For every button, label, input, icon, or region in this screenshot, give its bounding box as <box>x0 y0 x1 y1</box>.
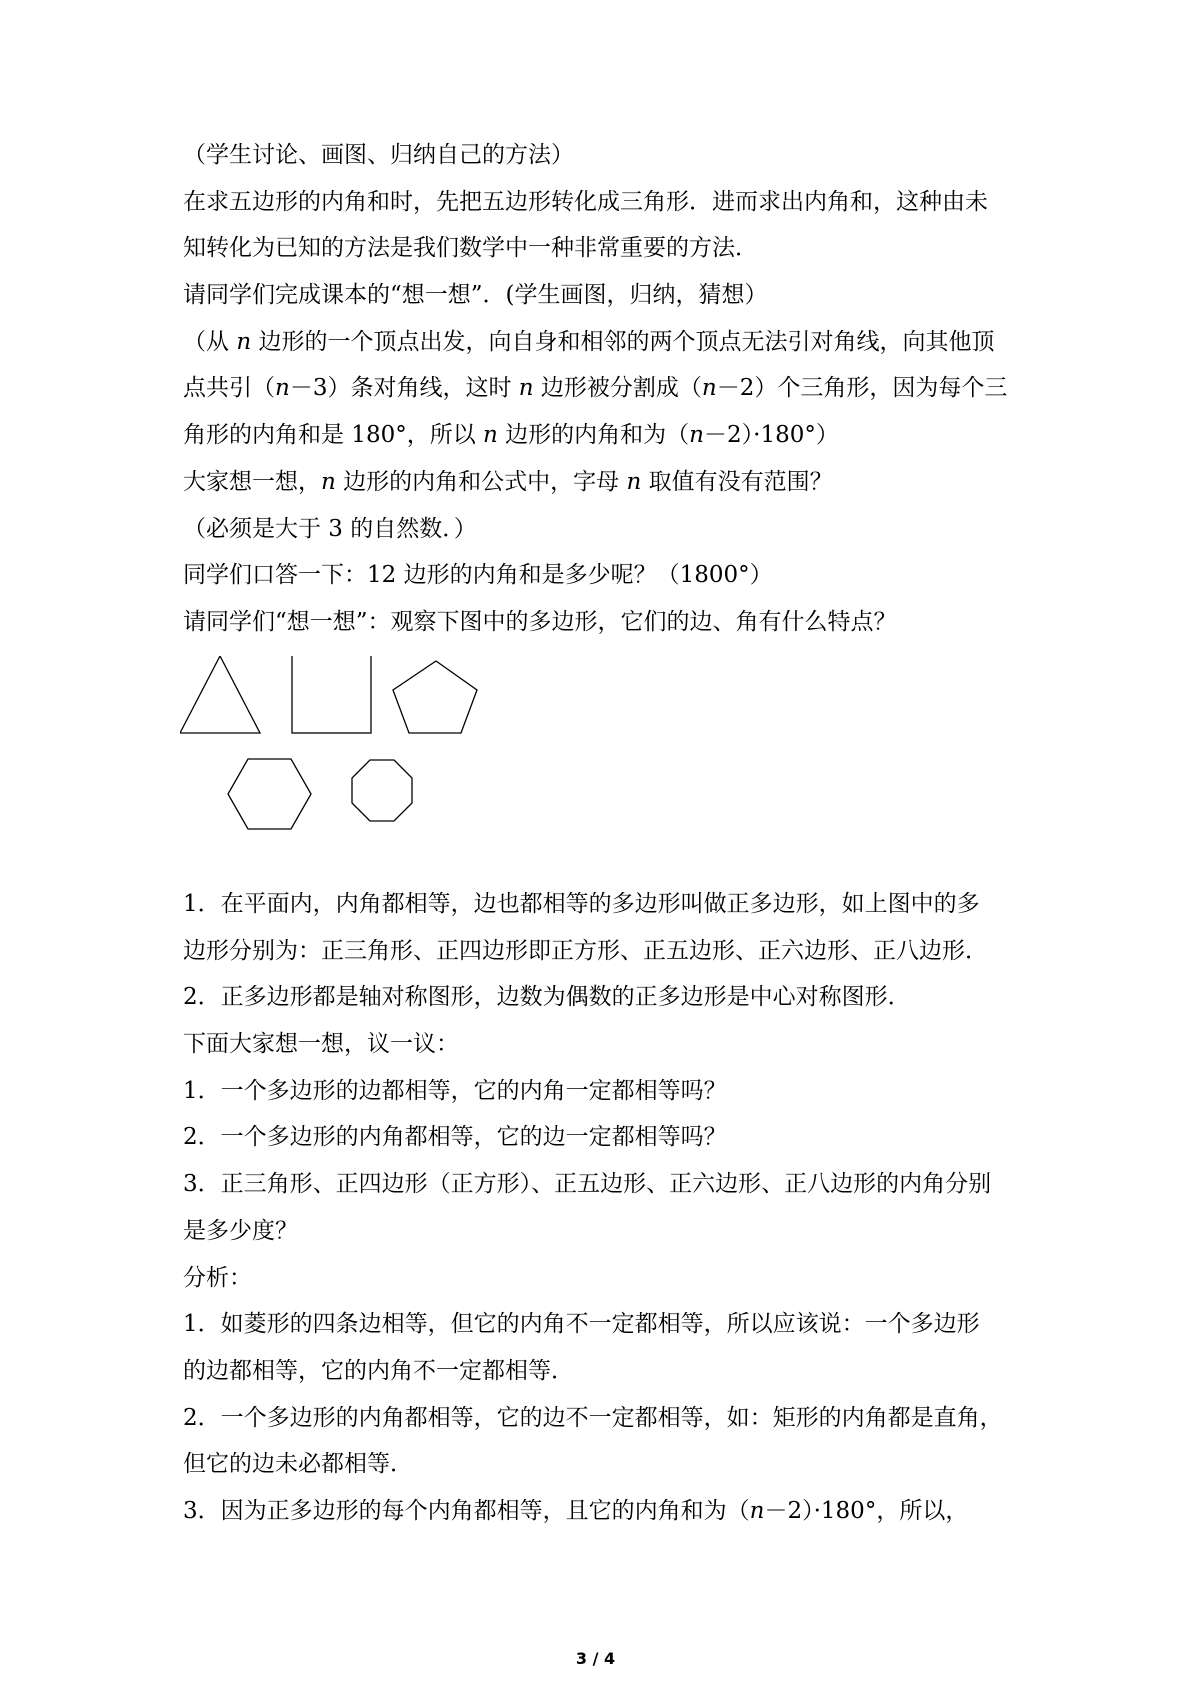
body-text-bottom <box>183 888 1023 1527</box>
triangle-shape <box>180 656 260 733</box>
page-number: 3 / 4 <box>575 1649 616 1668</box>
text-line: 在求五边形的内角和时，先把五边形转化成三角形．进而求出内角和，这种由未 <box>183 188 988 215</box>
text-line: 是多少度？ <box>183 1217 298 1244</box>
text-line: （从 n 边形的一个顶点出发，向自身和相邻的两个顶点无法引对角线，向其他顶 <box>183 328 995 355</box>
text-line: 分析： <box>183 1264 252 1291</box>
text-line: 3．正三角形、正四边形（正方形）、正五边形、正六边形、正八边形的内角分别 <box>183 1171 992 1198</box>
text-line: （必须是大于 3 的自然数．） <box>183 515 477 542</box>
body-text-top <box>183 139 1023 638</box>
text-line: 但它的边未必都相等． <box>183 1451 413 1478</box>
text-line: 1．在平面内，内角都相等，边也都相等的多边形叫做正多边形，如上图中的多 <box>183 891 980 917</box>
text-line: 1．如菱形的四条边相等，但它的内角不一定都相等，所以应该说：一个多边形 <box>183 1311 980 1338</box>
text-line: 下面大家想一想，议一议： <box>183 1031 459 1058</box>
regular-polygons-figure <box>180 656 540 866</box>
pentagon-shape <box>393 661 477 733</box>
text-line: 3．因为正多边形的每个内角都相等，且它的内角和为（n－2）·180°，所以， <box>183 1497 969 1524</box>
text-line: 点共引（n－3）条对角线，这时 n 边形被分割成（n－2）个三角形，因为每个三 <box>183 375 1008 402</box>
octagon-shape <box>352 760 412 821</box>
square-shape <box>292 656 371 733</box>
text-line: 的边都相等，它的内角不一定都相等． <box>183 1357 574 1384</box>
text-line: 2．一个多边形的内角都相等，它的边一定都相等吗？ <box>183 1124 727 1151</box>
text-line: 请同学们完成课本的“想一想”．(学生画图，归纳，猜想） <box>183 282 768 309</box>
text-line: 2．正多边形都是轴对称图形，边数为偶数的正多边形是中心对称图形． <box>183 984 911 1011</box>
text-line: 请同学们“想一想”：观察下图中的多边形，它们的边、角有什么特点？ <box>183 608 897 635</box>
text-line: 2．一个多边形的内角都相等，它的边不一定都相等，如：矩形的内角都是直角， <box>183 1404 1003 1431</box>
text-line: 知转化为已知的方法是我们数学中一种非常重要的方法． <box>183 235 758 262</box>
text-line: 同学们口答一下：12 边形的内角和是多少呢？（1800°） <box>183 562 773 589</box>
text-line: 边形分别为：正三角形、正四边形即正方形、正五边形、正六边形、正八边形． <box>183 937 988 964</box>
text-line: （学生讨论、画图、归纳自己的方法） <box>183 142 574 168</box>
text-line: 角形的内角和是 180°，所以 n 边形的内角和为（n－2）·180°） <box>183 422 839 449</box>
text-line: 1．一个多边形的边都相等，它的内角一定都相等吗？ <box>183 1077 727 1104</box>
text-line: 大家想一想，n 边形的内角和公式中，字母 n 取值有没有范围？ <box>183 468 833 495</box>
hexagon-shape <box>228 759 311 829</box>
